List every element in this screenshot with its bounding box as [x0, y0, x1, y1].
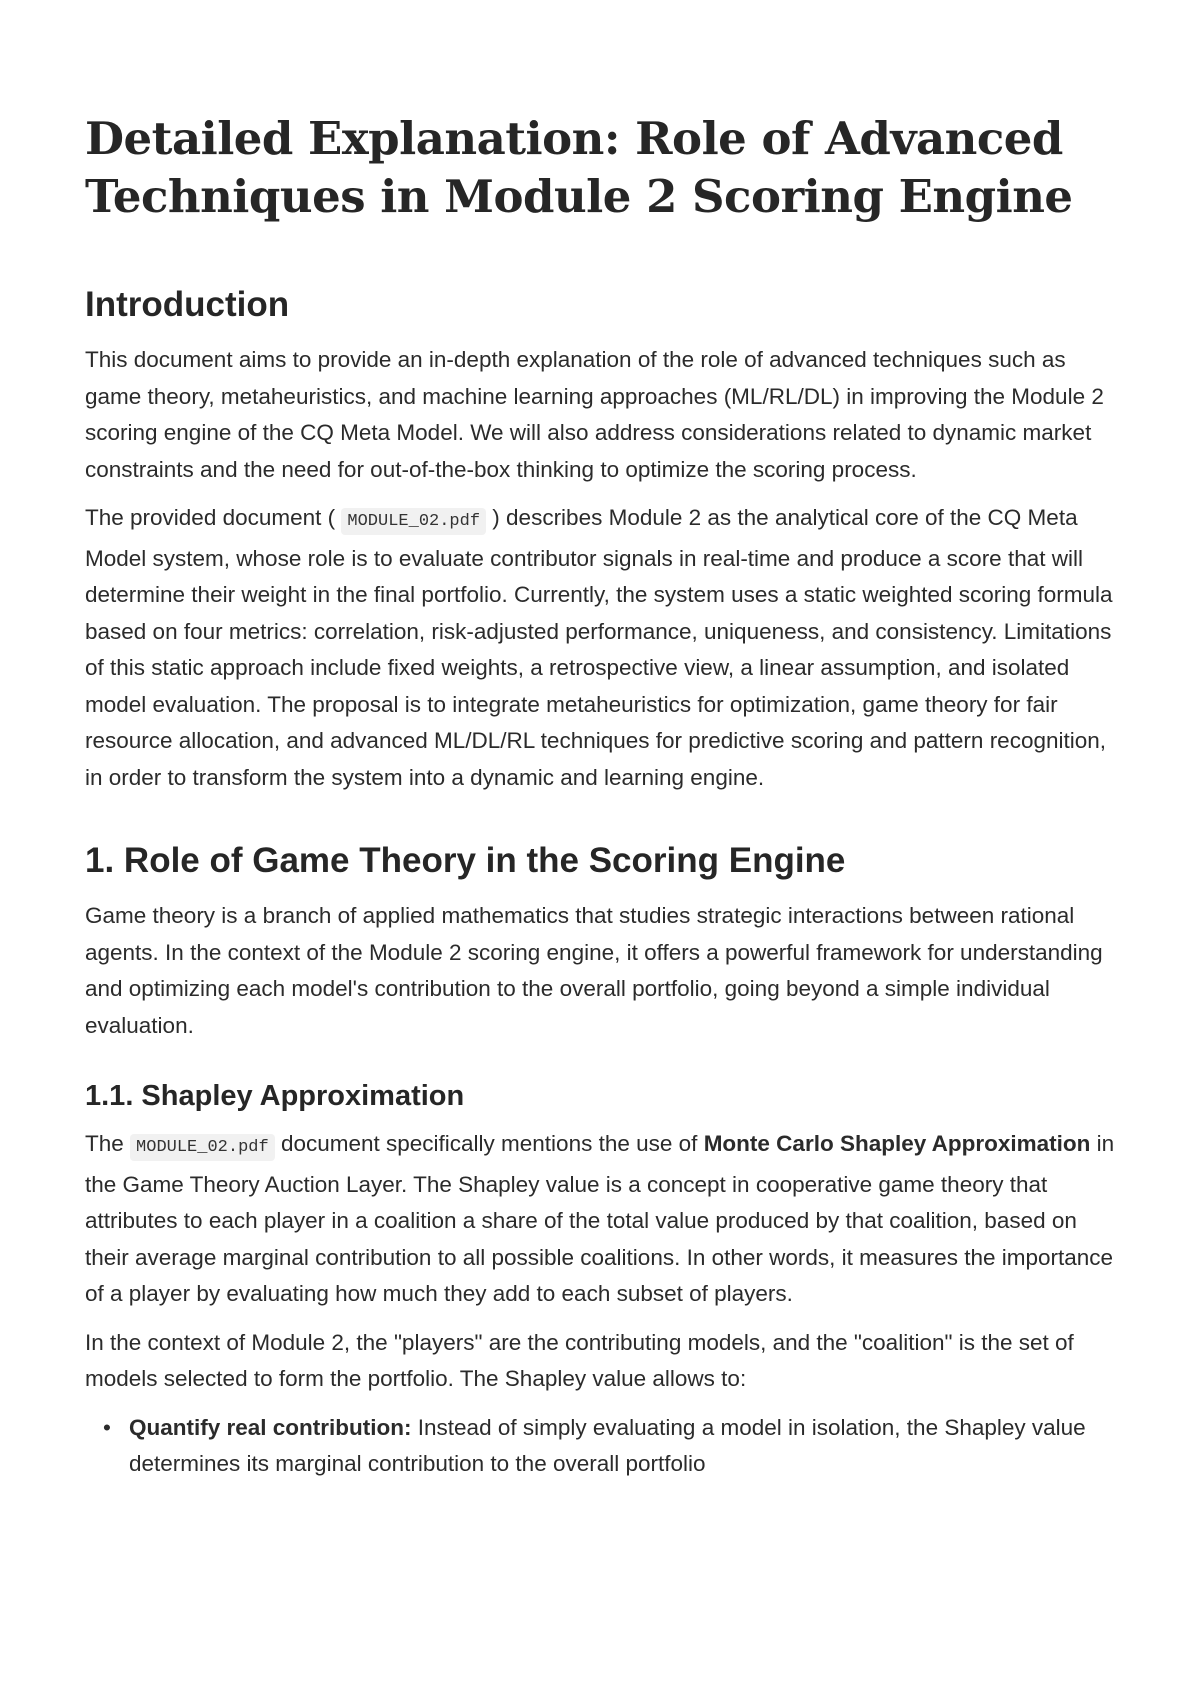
module-file-code-2: MODULE_02.pdf: [130, 1134, 275, 1161]
shapley-p1-text-mid: document specifically mentions the use of: [280, 1131, 698, 1156]
intro-p2-text-before: The provided document (: [85, 505, 336, 530]
list-item-bold-label: Quantify real contribution:: [129, 1414, 412, 1440]
shapley-bullet-list: [85, 1410, 1125, 1483]
shapley-paragraph-1: [85, 1126, 1125, 1313]
introduction-heading: Introduction: [85, 285, 290, 324]
shapley-bold-term: Monte Carlo Shapley Approximation: [703, 1131, 1091, 1156]
document-page: [85, 110, 1125, 1483]
shapley-p1-text-before: The: [85, 1131, 124, 1156]
list-item: [103, 1410, 1125, 1483]
section-1-heading: 1. Role of Game Theory in the Scoring Engine: [85, 841, 846, 880]
list-item-text: Instead of simply evaluating a model in isolation, the Shapley value determines its marginal contribution to the overall portfolio: [129, 1414, 1086, 1476]
introduction-paragraph-1: This document aims to provide an in-depth explanation of the role of advanced techniques such as game theory, metaheuristics, and machine learning approaches (ML/RL/DL) in improving the Module 2 scoring engine of the CQ Meta Model. We will also address considerations related to dynamic market constraints and the need for out-of-the-box thinking to optimize the scoring process.: [85, 347, 1104, 482]
document-title: Detailed Explanation: Role of Advanced Techniques in Module 2 Scoring Engine: [85, 112, 1073, 223]
introduction-paragraph-2: [85, 500, 1125, 796]
module-file-code: MODULE_02.pdf: [341, 508, 486, 535]
shapley-paragraph-2: In the context of Module 2, the "players" are the contributing models, and the "coalition" is the set of models selected to form the portfolio. The Shapley value allows to:: [85, 1329, 1074, 1391]
intro-p2-text-after: ) describes Module 2 as the analytical core of the CQ Meta Model system, whose role is to evaluate contributor signals in real-time and produce a score that will determine their weight in the final portfolio. Currently, the system uses a static weighted scoring formula based on four metrics: correlation, risk-adjusted performance, uniqueness, and consistency. Limitations of this static approach include fixed weights, a retrospective view, a linear assumption, and isolated model evaluation. The proposal is to integrate metaheuristics for optimization, game theory for fair resource allocation, and advanced ML/DL/RL techniques for predictive scoring and pattern recognition, in order to transform the system into a dynamic and learning engine.: [85, 505, 1113, 790]
shapley-p1-text-after: in the Game Theory Auction Layer. The Shapley value is a concept in cooperative game theory that attributes to each player in a coalition a share of the total value produced by that coalition, based on their average marginal contribution to all possible coalitions. In other words, it measures the importance of a player by evaluating how much they add to each subset of players.: [85, 1131, 1115, 1306]
bullet-marker: •: [103, 1414, 111, 1440]
subsection-1-1-heading: 1.1. Shapley Approximation: [85, 1080, 465, 1112]
section-1-paragraph: Game theory is a branch of applied mathematics that studies strategic interactions between rational agents. In the context of the Module 2 scoring engine, it offers a powerful framework for understanding and optimizing each model's contribution to the overall portfolio, going beyond a simple individual evaluation.: [85, 903, 1103, 1038]
